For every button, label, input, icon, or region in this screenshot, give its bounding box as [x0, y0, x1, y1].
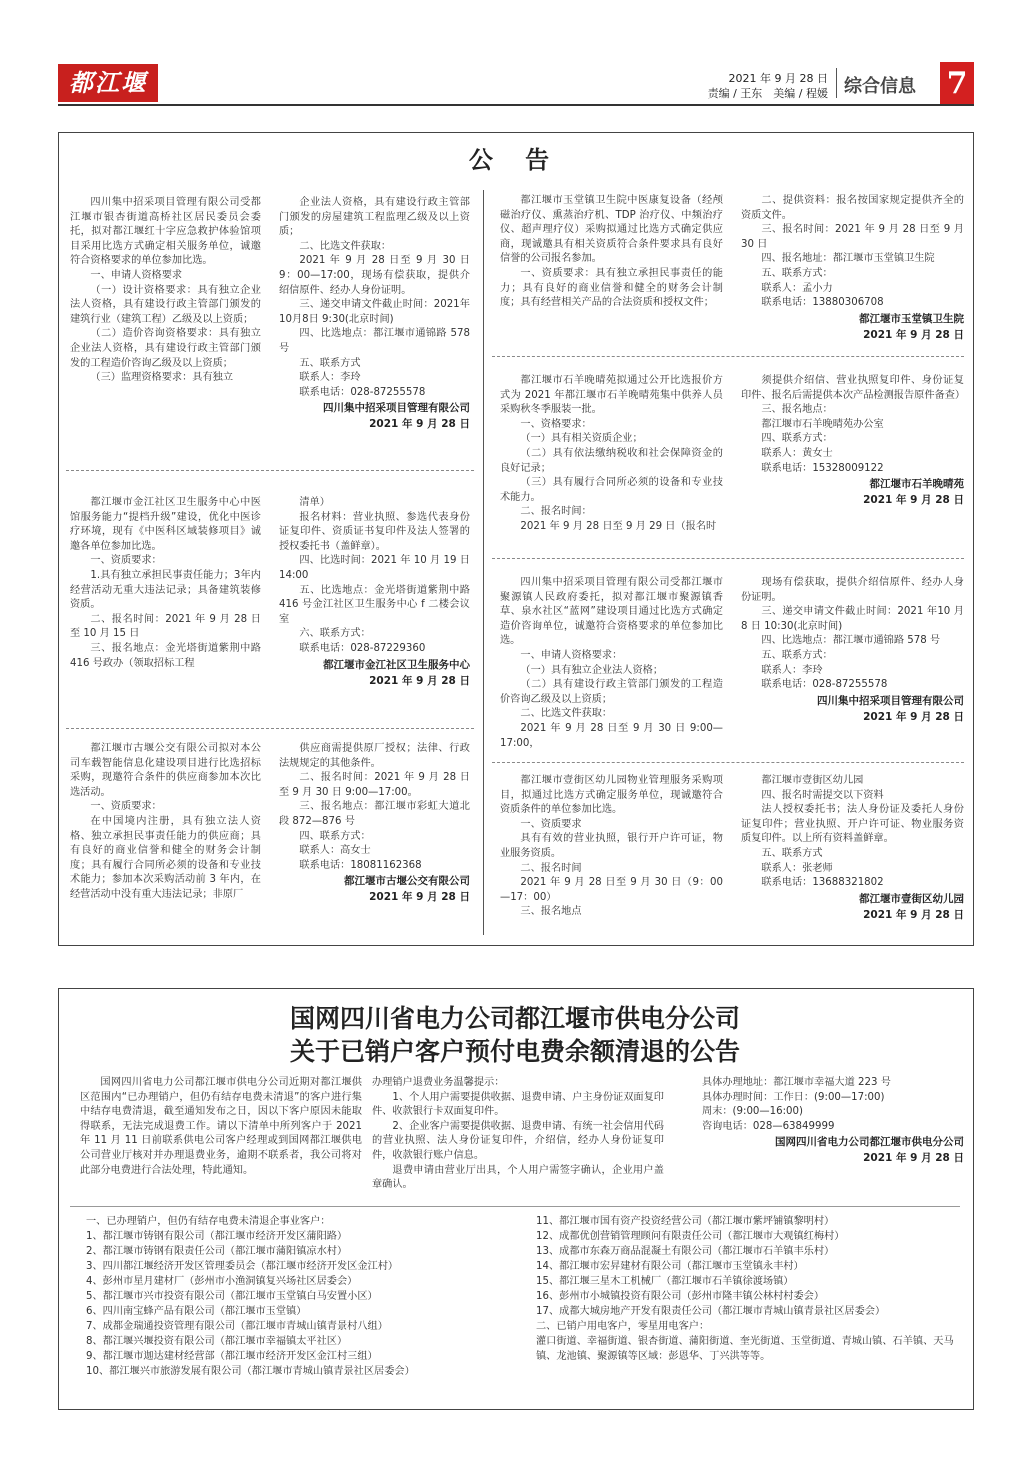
paragraph: 四、比选时间：2021 年 10 月 19 日 14:00 — [279, 555, 470, 581]
paragraph: 五、联系方式 — [299, 357, 361, 369]
notice-signer: 四川集中招采项目管理有限公司 — [817, 694, 964, 707]
notice-right-column — [741, 774, 964, 923]
separator — [66, 728, 474, 729]
paragraph: 四、比选地点：都江堰市通锦路 578 号 — [761, 635, 941, 647]
paragraph: 2021 年 9 月 28 日至 9 月 30 日 9:00—17:00， — [500, 722, 723, 749]
paragraph: 一、资质要求：具有独立承担民事责任的能力；具有良好的商业信誉和健全的财务会计制度；具有经营相关产品的合法资质和授权文件； — [500, 267, 723, 309]
paragraph: 具体办理时间：工作日：(9:00—17:00) — [702, 1091, 885, 1103]
notice-right-column — [741, 576, 964, 725]
paragraph: 四、联系方式： — [761, 433, 833, 445]
notice-board-title: 公 告 — [468, 145, 562, 174]
paragraph: 四川集中招采项目管理有限公司受都江堰市聚源镇人民政府委托，拟对都江堰市聚源镇香草、泉水社区“蓝网”建设项目通过比选方式确定造价咨询单位，诚邀符合资格要求的单位参加比选。 — [500, 577, 723, 647]
paragraph: 二、报名时间：2021 年 9 月 28 日至 10 月 15 日 — [70, 613, 261, 640]
notice-signer: 都江堰市古堰公交有限公司 — [344, 875, 470, 888]
paragraph: 联系电话：028-87255578 — [761, 679, 888, 691]
paragraph: 都江堰市石羊晚晴苑拟通过公开比选报价方式为 2021 年都江堰市石羊晚晴苑集中供养人员采购秋冬季服装一批。 — [500, 375, 723, 416]
separator — [492, 762, 964, 763]
notice-right-column — [279, 196, 470, 432]
paragraph: 三、递交申请文件截止时间：2021年10月8日 9:30(北京时间) — [279, 299, 470, 325]
list-item: 16、彭州市小城镇投资有限公司（彭州市隆丰镇公林村村委会） — [536, 1291, 825, 1302]
notice-left-column — [500, 194, 723, 311]
paragraph: 六、联系方式： — [299, 628, 371, 640]
paragraph: 联系人：张老师 — [761, 862, 833, 874]
paragraph: 2021 年 9 月 28 日至 9 月 29 日（报名时 — [520, 520, 717, 532]
notice-signer: 都江堰市金江社区卫生服务中心 — [323, 658, 470, 671]
paragraph: 一、资质要求： — [90, 555, 162, 567]
paragraph: 联系电话：18081162368 — [299, 859, 422, 871]
paragraph: 三、报名地点：金光塔街道紫荆中路 416 号政办（领取招标工程 — [70, 642, 261, 669]
paragraph: 五、比选地点：金光塔街道紫荆中路 416 号金江社区卫生服务中心 f 二楼会议室 — [279, 584, 470, 625]
list-item: 3、四川都江堰经济开发区管理委员会（都江堰市经济开发区金江村） — [86, 1261, 399, 1272]
paragraph: 一、资质要求： — [90, 801, 162, 813]
paragraph: 二、比选文件获取： — [520, 708, 613, 720]
paragraph: 五、联系方式： — [761, 649, 833, 661]
paragraph: （二）造价咨询资格要求：具有独立企业法人资格，具有建设行政主管部门颁发的工程造价咨询乙级及以上资质； — [70, 328, 261, 369]
notice-date: 2021 年 9 月 28 日 — [863, 494, 964, 507]
separator — [66, 470, 474, 471]
paragraph: （一）设计资格要求：具有独立企业法人资格，具有建设行政主管部门颁发的建筑行业（建筑工程）乙级及以上资质； — [70, 284, 261, 325]
paragraph: 企业法人资格，具有建设行政主管部门颁发的房屋建筑工程监理乙级及以上资质； — [279, 197, 470, 238]
paragraph: 咨询电话：028—63849999 — [702, 1120, 835, 1132]
notice-signer: 四川集中招采项目管理有限公司 — [323, 402, 470, 415]
paragraph: 2021 年 9 月 28 日至 9 月 30 日（9：00—17：00） — [500, 877, 723, 903]
paragraph: 联系人：高女士 — [299, 845, 371, 857]
header-divider — [836, 68, 837, 98]
notice-right-column — [741, 374, 964, 508]
customer-list-right — [536, 1214, 966, 1364]
paragraph: （三）具有履行合同所必须的设备和专业技术能力。 — [500, 477, 723, 503]
paragraph: 二、报名时间：2021 年 9 月 28 日至 9 月 30 日 9:00—17:00。 — [279, 772, 470, 798]
paragraph: 三、报名地点：都江堰市彩虹大道北段 872—876 号 — [279, 801, 470, 827]
power-notice-tips — [372, 1076, 664, 1193]
paragraph: 供应商需提供原厂授权；法律、行政法规规定的其他条件。 — [279, 743, 470, 769]
notice-right-column — [279, 742, 470, 905]
paragraph: 现场有偿获取，提供介绍信原件、经办人身份证明。 — [741, 577, 964, 603]
paragraph: 四、报名时需提交以下资料 — [761, 789, 884, 801]
paragraph: （二）具有建设行政主管部门颁发的工程造价咨询乙级及以上资质； — [500, 679, 723, 705]
notice-date: 2021 年 9 月 28 日 — [863, 710, 964, 723]
list-item: 11、都江堰市国有资产投资经营公司（都江堰市紫坪铺镇黎明村） — [536, 1216, 835, 1227]
separator — [492, 356, 964, 357]
list-item: 5、都江堰市兴市投资有限公司（都江堰市玉堂镇白马安置小区） — [86, 1291, 378, 1302]
paragraph: 1、个人用户需要提供收据、退费申请、户主身份证双面复印件、收款银行卡双面复印件。 — [372, 1091, 664, 1118]
newspaper-logo: 都江堰报 — [58, 64, 158, 102]
paragraph: 一、申请人资格要求 — [90, 269, 183, 281]
notice-date: 2021 年 9 月 28 日 — [369, 418, 470, 431]
paragraph: 报名材料：营业执照、参选代表身份证复印件、资质证书复印件及法人签署的授权委托书（盖鲜章）。 — [279, 511, 470, 552]
notice-signer: 都江堰市石羊晚晴苑 — [869, 478, 964, 491]
list-item: 一、已办理销户，但仍有结存电费未清退企事业客户： — [86, 1216, 331, 1227]
paragraph: （二）具有依法缴纳税收和社会保障资金的良好记录； — [500, 447, 723, 474]
notice-left-column — [500, 576, 723, 751]
list-item: 二、已销户用电客户，零星用电客户： — [536, 1321, 710, 1332]
paragraph: 一、资格要求： — [520, 418, 592, 430]
notice-left-column — [500, 374, 723, 535]
paragraph: 四、比选地点：都江堰市通锦路 578 号 — [279, 328, 470, 354]
header-rule — [58, 104, 974, 106]
paragraph: 联系电话：13880306708 — [761, 297, 884, 309]
paragraph: 四、报名地址：都江堰市玉堂镇卫生院 — [761, 253, 935, 265]
paragraph: 四、联系方式： — [299, 830, 371, 842]
paragraph: 一、资质要求 — [520, 818, 582, 830]
paragraph: 联系电话：028-87229360 — [299, 642, 426, 654]
notice-signer: 都江堰市玉堂镇卫生院 — [859, 312, 964, 325]
power-notice-signer: 国网四川省电力公司都江堰市供电分公司 — [775, 1136, 964, 1149]
paragraph: 都江堰市金江社区卫生服务中心中医馆服务能力“提档升级”建设，优化中医诊疗环境，现有《中医科区域装修项目》诚邀各单位参加比选。 — [70, 497, 261, 552]
list-item: 13、成都市东森万商品混凝土有限公司（都江堰市石羊镇丰乐村） — [536, 1246, 835, 1257]
paragraph: 周末：(9:00—16:00) — [702, 1106, 803, 1118]
paragraph: 2、企业客户需要提供收据、退费申请、有统一社会信用代码的营业执照、法人身份证复印件，介绍信，经办人身份证复印件，收款银行账户信息。 — [372, 1120, 664, 1161]
list-item: 7、成都金瑞通投资管理有限公司（都江堰市青城山镇青景村八组） — [86, 1321, 388, 1332]
notice-signer: 都江堰市壹街区幼儿园 — [859, 892, 964, 905]
list-item: 1、都江堰市铸钢有限公司（都江堰市经济开发区蒲阳路） — [86, 1231, 348, 1242]
paragraph: 二、比选文件获取： — [299, 240, 392, 252]
notice-date: 2021 年 9 月 28 日 — [863, 908, 964, 921]
paragraph: （一）具有独立企业法人资格； — [520, 664, 664, 676]
page-number: 7 — [940, 62, 974, 106]
list-item: 6、四川南宝蜂产品有限公司（都江堰市玉堂镇） — [86, 1306, 307, 1317]
paragraph: 须提供介绍信、营业执照复印件、身份证复印件、报名后需提供本次产品检测报告原件备查） — [741, 375, 966, 401]
paragraph: 五、联系方式 — [761, 847, 823, 859]
power-notice-date: 2021 年 9 月 28 日 — [863, 1152, 964, 1165]
paragraph: 都江堰市玉堂镇卫生院中医康复设备（经颅磁治疗仪、熏蒸治疗机、TDP 治疗仪、中频治疗仪、超声理疗仪）采购拟通过比选方式确定供应商，现诚邀具有相关资质符合条件要求具有良好信誉的公司报名参加。 — [500, 195, 723, 265]
notice-date: 2021 年 9 月 28 日 — [369, 891, 470, 904]
notice-left-column — [70, 742, 261, 903]
paragraph: 联系人：李玲 — [761, 664, 823, 676]
paragraph: 联系电话：15328009122 — [761, 462, 884, 474]
notice-left-column — [70, 196, 261, 386]
paragraph: 四川集中招采项目管理有限公司受都江堰市银杏街道高桥社区居民委员会委托，拟对都江堰红十字应急救护体验馆项目采用比选方式确定相关服务单位，诚邀符合资格要求的单位参加比选。 — [70, 197, 261, 267]
paragraph: 联系人：李玲 — [299, 372, 361, 384]
paragraph: 联系电话：028-87255578 — [299, 386, 426, 398]
paragraph: 二、报名时间 — [520, 862, 582, 874]
notice-date: 2021 年 9 月 28 日 — [863, 328, 964, 341]
paragraph: 1.具有独立承担民事责任能力；3年内经营活动无重大违法记录；具备建筑装修资质。 — [70, 569, 261, 611]
issue-date: 2021 年 9 月 28 日 — [728, 72, 828, 85]
paragraph: 五、联系方式： — [761, 267, 833, 279]
power-notice-title: 国网四川省电力公司都江堰市供电分公司 关于已销户客户预付电费余额清退的公告 — [289, 1004, 740, 1066]
editors-line: 责编 / 王东 美编 / 程媛 — [707, 87, 828, 100]
paragraph: （三）监理资格要求：具有独立 — [90, 372, 234, 384]
paragraph: 二、提供资料：报名按国家规定提供齐全的资质文件。 — [741, 195, 964, 221]
paragraph: 清单） — [299, 497, 330, 508]
paragraph: 三、报名地点： — [761, 404, 833, 416]
notice-left-column — [70, 496, 261, 671]
paragraph: 都江堰市石羊晚晴苑办公室 — [761, 418, 884, 430]
paragraph: 一、申请人资格要求： — [520, 649, 623, 661]
paragraph: 二、报名时间： — [520, 506, 592, 518]
list-item: 4、彭州市星月建材厂（彭州市小渔洞镇复兴场社区居委会） — [86, 1276, 358, 1287]
column-divider — [483, 190, 484, 935]
paragraph: 联系人：黄女士 — [761, 447, 833, 459]
section-title: 综合信息 — [844, 76, 916, 97]
notice-left-column — [500, 774, 723, 920]
paragraph: 具有有效的营业执照，银行开户许可证，物业服务资质。 — [500, 833, 723, 859]
list-item: 灌口街道、幸福街道、银杏街道、蒲阳街道、奎光街道、玉堂街道、青城山镇、石羊镇、天马镇、龙池镇、聚源镇等区域：彭恩华、丁兴洪等等。 — [536, 1336, 954, 1362]
notice-right-column — [279, 496, 470, 689]
list-item: 10、都江堰兴市旅游发展有限公司（都江堰市青城山镇青景社区居委会） — [86, 1366, 415, 1377]
paragraph: 都江堰市壹街区幼儿园 — [761, 775, 864, 786]
separator — [492, 558, 964, 559]
paragraph: 三、报名时间：2021 年 9 月 28 日至 9 月 30 日 — [741, 224, 964, 250]
notice-right-column — [741, 194, 964, 343]
list-item: 12、成都优创营销管理顾问有限责任公司（都江堰市大观镇红梅村） — [536, 1231, 845, 1242]
list-item: 8、都江堰兴堰投资有限公司（都江堰市幸福镇太平社区） — [86, 1336, 348, 1347]
list-item: 17、成都大城房地产开发有限责任公司（都江堰市青城山镇青景社区居委会） — [536, 1306, 886, 1317]
paragraph: 三、递交申请文件截止时间：2021 年10 月 8 日 10:30(北京时间) — [741, 606, 964, 632]
power-notice-contact — [702, 1076, 964, 1166]
paragraph: 联系人：孟小力 — [761, 282, 833, 294]
notice-date: 2021 年 9 月 28 日 — [369, 674, 470, 687]
paragraph: 都江堰市古堰公交有限公司拟对本公司车载智能信息化建设项目进行比选招标采购，现邀符合条件的供应商参加本次比选活动。 — [70, 743, 261, 798]
separator — [70, 1206, 960, 1207]
paragraph: 三、报名地点 — [520, 906, 582, 918]
paragraph: 法人授权委托书；法人身份证及委托人身份证复印件；营业执照、开户许可证、物业服务资质复印件。以上所有资料盖鲜章。 — [741, 804, 964, 845]
paragraph: （一）具有相关资质企业； — [520, 433, 643, 445]
paragraph: 国网四川省电力公司都江堰市供电分公司近期对都江堰供区范围内“已办理销户，但仍有结存电费未清退”的客户进行集中结存电费清退，截至通知发布之日，因以下客户原因未能取得联系，无法完成退费工作。请以下清单中所列客户于 2021 年 11 月 11 日前联系供电公司客户经理或到国网都江堰供电公司营业厅核对并办理退费业务，逾期不联系者，我公司将对此部分电费进行合法处理，特此通知。 — [80, 1077, 362, 1176]
list-item: 15、都江堰三星木工机械厂（都江堰市石羊镇徐渡场镇） — [536, 1276, 794, 1287]
paragraph: 退费申请由营业厅出具，个人用户需签字确认，企业用户盖章确认。 — [372, 1164, 664, 1191]
list-item: 14、都江堰市宏昇建材有限公司（都江堰市玉堂镇永丰村） — [536, 1261, 804, 1272]
list-item: 9、都江堰市迦达建材经营部（都江堰市经济开发区金江村三组） — [86, 1351, 378, 1362]
paragraph: 具体办理地址：都江堰市幸福大道 223 号 — [702, 1077, 891, 1088]
paragraph: 2021 年 9 月 28 日至 9 月 30 日 9：00—17:00，现场有偿获取，提供介绍信原件、经办人身份证明。 — [279, 255, 470, 296]
paragraph: 都江堰市壹街区幼儿园物业管理服务采购项目，拟通过比选方式确定服务单位，现诚邀符合资质条件的单位参加比选。 — [500, 775, 723, 816]
paragraph: 办理销户退费业务温馨提示： — [372, 1077, 505, 1088]
paragraph: 在中国境内注册，具有独立法人资格、独立承担民事责任能力的供应商；具有良好的商业信誉和健全的财务会计制度；具有履行合同所必须的设备和专业技术能力；参加本次采购活动前 3 年内，在经营活动中没有重大违法记录；非原厂 — [70, 815, 261, 900]
power-notice-body — [80, 1076, 362, 1178]
paragraph: 联系电话：13688321802 — [761, 877, 884, 889]
list-item: 2、都江堰市铸钢有限责任公司（都江堰市蒲阳镇凉水村） — [86, 1246, 348, 1257]
customer-list-left — [86, 1214, 516, 1379]
